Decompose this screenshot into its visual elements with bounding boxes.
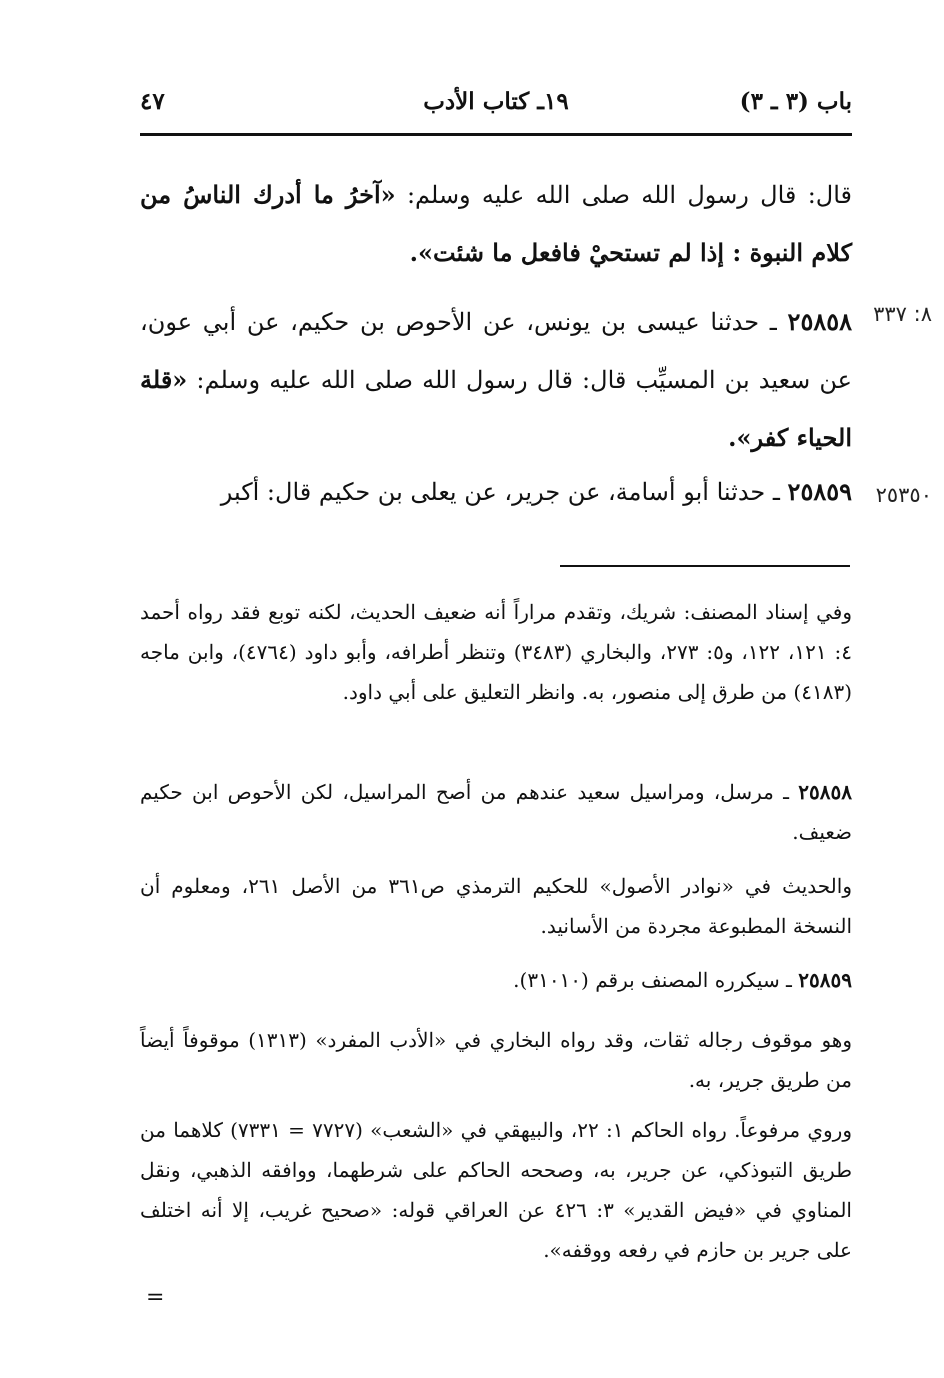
footnote-text: ـ مرسل، ومراسيل سعيد عندهم من أصح المراسيل، لكن الأحوص ابن حكيم ضعيف. (140, 780, 852, 844)
footnote-number: ٢٥٨٥٩ (798, 968, 852, 992)
hadith-number: ٢٥٨٥٨ (787, 307, 852, 336)
hadith-number: ٢٥٨٥٩ (787, 477, 852, 506)
opening-quote: «آخرُ ما أدرك الناسُ من كلام النبوة : إذا لم تستحيْ فافعل ما شئت». (140, 180, 852, 267)
opening-paragraph (140, 166, 852, 282)
footnote-mawquf: وهو موقوف رجاله ثقات، وقد رواه البخاري في «الأدب المفرد» (١٣١٣) موقوفاً أيضاً من طريق جرير، به. (140, 1028, 852, 1092)
continuation-mark: = (146, 1285, 165, 1310)
margin-reference-1: ٨: ٣٣٧ (873, 302, 932, 326)
footnote-nawadir: والحديث في «نوادر الأصول» للحكيم الترمذي ص٣٦١ من الأصل ٢٦١، ومعلوم أن النسخة المطبوعة مجردة من الأسانيد. (140, 874, 852, 938)
footnote-marfu: وروي مرفوعاً. رواه الحاكم ١: ٢٢، والبيهقي في «الشعب» (٧٧٢٧ = ٧٣٣١) كلاهما من طريق التبوذكي، عن جرير، به، وصححه الحاكم على شرطهما، ووافقه الذهبي، ونقل المناوي في «فيض القدير» ٣: ٤٢٦ عن العراقي قوله: «صحيح غريب، إلا أنه اختلف على جرير بن حازم في رفعه ووقفه». (140, 1118, 852, 1262)
book-title: ١٩ـ كتاب الأدب (423, 88, 569, 115)
footnote-divider (560, 565, 850, 567)
footnote-25859 (140, 960, 852, 1000)
hadith-quote: «قلة الحياء كفر». (140, 365, 852, 452)
hadith-25859 (140, 463, 852, 521)
hadith-25858 (140, 293, 852, 467)
footnote-text: ـ سيكرره المصنف برقم (٣١٠١٠). (513, 968, 799, 992)
footnote-25858 (140, 772, 852, 852)
running-header (140, 88, 852, 128)
opening-intro: قال: قال رسول الله صلى الله عليه وسلم: (395, 181, 852, 209)
header-divider (140, 133, 852, 136)
page-number: ٤٧ (140, 88, 165, 115)
footnote-isnad: وفي إسناد المصنف: شريك، وتقدم مراراً أنه ضعيف الحديث، لكنه توبع فقد رواه أحمد ٤: ١٢١، ١٢٢، و٥: ٢٧٣، والبخاري (٣٤٨٣) وتنظر أطرافه، وأبو داود (٤٧٦٤)، وابن ماجه (٤١٨٣) من طرق إلى منصور، به. وانظر التعليق على أبي داود. (140, 600, 852, 704)
margin-reference-2: ٢٥٣٥٠ (875, 483, 932, 507)
hadith-text: ـ حدثنا عيسى بن يونس، عن الأحوص بن حكيم، عن أبي عون، عن سعيد بن المسيِّب قال: قال رسول الله صلى الله عليه وسلم: (140, 308, 852, 394)
hadith-text: ـ حدثنا أبو أسامة، عن جرير، عن يعلى بن حكيم قال: أكبر (220, 478, 788, 506)
footnote-number: ٢٥٨٥٨ (798, 780, 852, 804)
chapter-reference: باب (٣ ـ ٣) (739, 88, 852, 115)
